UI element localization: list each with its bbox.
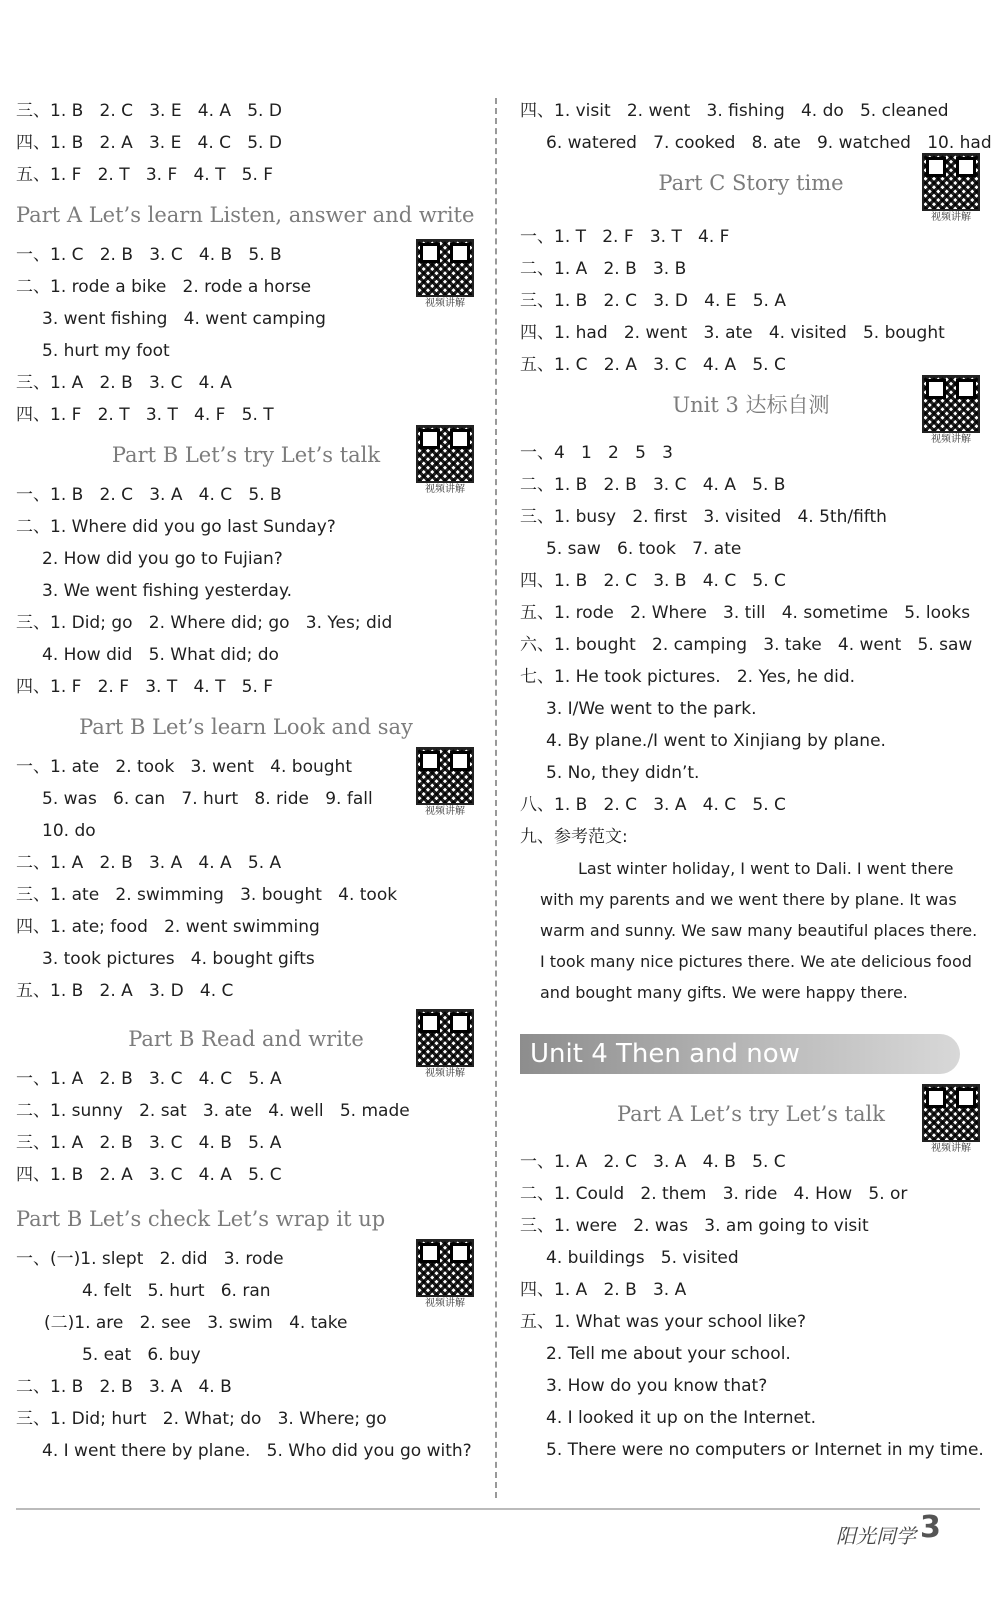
answer-line: 七、1. He took pictures. 2. Yes, he did. (520, 667, 856, 687)
section-title: Unit 3 达标自测 (672, 393, 830, 417)
qr-code-icon (416, 239, 474, 297)
answer-line: 二、1. rode a bike 2. rode a horse (16, 277, 312, 297)
answer-line: 6. watered 7. cooked 8. ate 9. watched 10. had (546, 133, 992, 153)
answer-line: 4. felt 5. hurt 6. ran (82, 1281, 271, 1301)
model-essay: Last winter holiday, I went to Dali. I went there with my parents and we went there by plane. It was warm and sunny. We saw many beautiful places there. I took many nice pictures there. We ate delicious food and bought many gifts. We were happy there. (540, 859, 978, 1002)
section-heading (16, 191, 476, 239)
answer-line: 一、4 1 2 5 3 (520, 443, 673, 463)
answer-line: 四、1. B 2. C 3. B 4. C 5. C (520, 571, 786, 591)
answer-line: 五、1. B 2. A 3. D 4. C (16, 981, 234, 1001)
answer-line: 三、1. A 2. B 3. C 4. A (16, 373, 232, 393)
section-title: Part A Let’s try Let’s talk (617, 1102, 885, 1126)
answer-line: 二、1. Where did you go last Sunday? (16, 517, 336, 537)
answer-line: 二、1. Could 2. them 3. ride 4. How 5. or (520, 1184, 908, 1204)
qr-code[interactable] (414, 1009, 476, 1080)
qr-code-icon (922, 1084, 980, 1142)
column-divider (495, 98, 497, 1498)
qr-code-icon (416, 425, 474, 483)
section-heading (520, 159, 982, 223)
answer-line: 三、1. ate 2. swimming 3. bought 4. took (16, 885, 398, 905)
answer-line: 5. No, they didn’t. (546, 763, 700, 783)
page-number: 3 (920, 1510, 941, 1545)
answer-line: 四、1. F 2. T 3. T 4. F 5. T (16, 405, 274, 425)
answer-line: 五、1. F 2. T 3. F 4. T 5. F (16, 165, 274, 185)
answer-line: 一、1. A 2. C 3. A 4. B 5. C (520, 1152, 786, 1172)
qr-label: 视频讲解 (425, 1068, 465, 1079)
qr-code[interactable] (920, 153, 982, 224)
answer-line: 三、1. busy 2. first 3. visited 4. 5th/fifth (520, 507, 887, 527)
answer-line: 四、1. had 2. went 3. ate 4. visited 5. bought (520, 323, 945, 343)
qr-label: 视频讲解 (931, 212, 971, 223)
answer-line: 二、1. A 2. B 3. B (520, 259, 687, 279)
answer-line: 五、1. C 2. A 3. C 4. A 5. C (520, 355, 786, 375)
answer-line: 二、1. A 2. B 3. A 4. A 5. A (16, 853, 282, 873)
qr-code[interactable] (414, 747, 476, 818)
right-column (520, 95, 992, 1466)
section-title: Part A Let’s learn Listen, answer and write (16, 203, 475, 227)
answer-line: 一、1. ate 2. took 3. went 4. bought (16, 757, 352, 777)
answer-line: 5. There were no computers or Internet in my time. (546, 1440, 984, 1460)
answer-line: 2. How did you go to Fujian? (42, 549, 283, 569)
answer-line: 4. I went there by plane. 5. Who did you go with? (42, 1441, 472, 1461)
answer-line: 四、1. visit 2. went 3. fishing 4. do 5. cleaned (520, 101, 949, 121)
qr-code[interactable] (414, 1239, 476, 1310)
footer-rule (16, 1508, 980, 1510)
qr-code[interactable] (414, 239, 476, 310)
answer-line: 三、1. B 2. C 3. D 4. E 5. A (520, 291, 786, 311)
answer-line: 4. How did 5. What did; do (42, 645, 279, 665)
answer-line: 三、1. were 2. was 3. am going to visit (520, 1216, 869, 1236)
answer-line: 2. Tell me about your school. (546, 1344, 791, 1364)
qr-label: 视频讲解 (931, 1143, 971, 1154)
answer-line: 3. How do you know that? (546, 1376, 768, 1396)
unit-banner (520, 1034, 960, 1074)
qr-code[interactable] (414, 425, 476, 496)
answer-line: 4. I looked it up on the Internet. (546, 1408, 817, 1428)
qr-code-icon (922, 375, 980, 433)
answer-line: 三、1. A 2. B 3. C 4. B 5. A (16, 1133, 282, 1153)
answer-line: 一、1. A 2. B 3. C 4. C 5. A (16, 1069, 282, 1089)
answer-line: 5. saw 6. took 7. ate (546, 539, 742, 559)
section-title: Part C Story time (658, 171, 844, 195)
section-title: Part B Let’s check Let’s wrap it up (16, 1207, 386, 1231)
answer-line: 三、1. Did; go 2. Where did; go 3. Yes; did (16, 613, 393, 633)
section-title: Part B Let’s learn Look and say (79, 715, 413, 739)
brand-logo: 阳光同学 (836, 1524, 916, 1548)
answer-line: 二、1. B 2. B 3. C 4. A 5. B (520, 475, 786, 495)
answer-line: 3. took pictures 4. bought gifts (42, 949, 315, 969)
answer-line: 3. went fishing 4. went camping (42, 309, 326, 329)
section-heading (16, 703, 476, 751)
unit-title: Unit 4 Then and now (530, 1039, 800, 1069)
answer-line: 三、1. Did; hurt 2. What; do 3. Where; go (16, 1409, 387, 1429)
answer-line: 4. By plane./I went to Xinjiang by plane. (546, 731, 886, 751)
answer-line: 4. buildings 5. visited (546, 1248, 739, 1268)
answer-line: 5. was 6. can 7. hurt 8. ride 9. fall (42, 789, 373, 809)
qr-label: 视频讲解 (931, 434, 971, 445)
answer-line: 九、参考范文: (520, 827, 628, 847)
answer-line: 二、1. sunny 2. sat 3. ate 4. well 5. made (16, 1101, 410, 1121)
answer-line: 10. do (42, 821, 96, 841)
section-heading (16, 1195, 476, 1243)
answer-line: 一、1. C 2. B 3. C 4. B 5. B (16, 245, 282, 265)
answer-line: 5. eat 6. buy (82, 1345, 201, 1365)
section-heading (520, 381, 982, 445)
qr-code-icon (416, 1009, 474, 1067)
qr-code[interactable] (920, 1084, 982, 1155)
answer-line: 四、1. F 2. F 3. T 4. T 5. F (16, 677, 274, 697)
answer-line: 四、1. B 2. A 3. E 4. C 5. D (16, 133, 282, 153)
answer-line: 5. hurt my foot (42, 341, 170, 361)
left-column (16, 95, 476, 1467)
answer-line: (二)1. are 2. see 3. swim 4. take (44, 1313, 348, 1333)
qr-label: 视频讲解 (425, 1298, 465, 1309)
section-title: Part B Read and write (128, 1027, 364, 1051)
answer-line: 二、1. B 2. B 3. A 4. B (16, 1377, 232, 1397)
answer-line: 一、1. T 2. F 3. T 4. F (520, 227, 730, 247)
answer-line: 四、1. B 2. A 3. C 4. A 5. C (16, 1165, 282, 1185)
answer-line: 六、1. bought 2. camping 3. take 4. went 5. saw (520, 635, 973, 655)
qr-code-icon (922, 153, 980, 211)
qr-code[interactable] (920, 375, 982, 446)
answer-line: 五、1. rode 2. Where 3. till 4. sometime 5. looks (520, 603, 971, 623)
qr-label: 视频讲解 (425, 298, 465, 309)
qr-code-icon (416, 747, 474, 805)
answer-line: 八、1. B 2. C 3. A 4. C 5. C (520, 795, 786, 815)
answer-line: 一、1. B 2. C 3. A 4. C 5. B (16, 485, 282, 505)
answer-line: 三、1. B 2. C 3. E 4. A 5. D (16, 101, 282, 121)
answer-line: 一、(一)1. slept 2. did 3. rode (16, 1249, 284, 1269)
answer-line: 四、1. ate; food 2. went swimming (16, 917, 320, 937)
answer-line: 四、1. A 2. B 3. A (520, 1280, 687, 1300)
answer-line: 3. I/We went to the park. (546, 699, 757, 719)
answer-line: 3. We went fishing yesterday. (42, 581, 292, 601)
qr-code-icon (416, 1239, 474, 1297)
section-title: Part B Let’s try Let’s talk (111, 443, 381, 467)
qr-label: 视频讲解 (425, 806, 465, 817)
qr-label: 视频讲解 (425, 484, 465, 495)
section-heading (520, 1090, 982, 1154)
answer-line: 五、1. What was your school like? (520, 1312, 806, 1332)
